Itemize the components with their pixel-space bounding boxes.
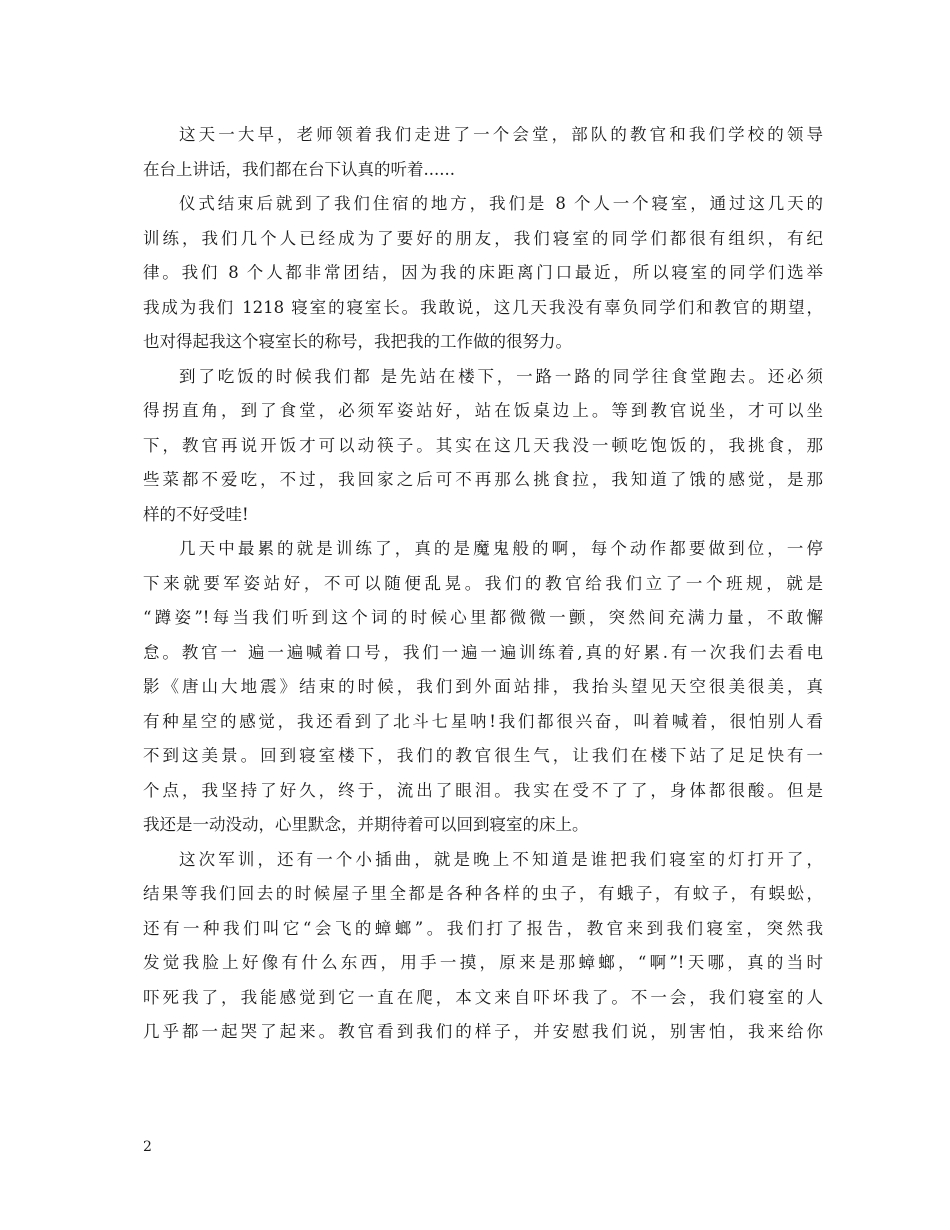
text-line: 怠。教官一 遍一遍喊着口号，我们一遍一遍训练着,真的好累.有一次我们去看电 [143,642,823,662]
text-line: 些菜都不爱吃，不过，我回家之后可不再那么挑食拉，我知道了饿的感觉，是那 [143,470,823,489]
page-number: 2 [143,1139,152,1155]
text-line: 几天中最累的就是训练了，真的是魔鬼般的啊，每个动作都要做到位，一停 [179,539,823,558]
text-line: 这天一大早，老师领着我们走进了一个会堂，部队的教官和我们学校的领导 [179,125,823,144]
text-line: 律。我们 8 个人都非常团结，因为我的床距离门口最近，所以寝室的同学们选举 [143,263,823,282]
text-line: 到了吃饭的时候我们都 是先站在楼下，一路一路的同学往食堂跑去。还必须 [179,366,823,386]
text-line: 仪式结束后就到了我们住宿的地方，我们是 8 个人一个寝室，通过这几天的 [179,194,823,213]
text-line: 吓死我了，我能感觉到它一直在爬，本文来自吓坏我了。不一会，我们寝室的人 [143,987,823,1007]
text-line: 训练，我们几个人已经成为了要好的朋友，我们寝室的同学们都很有组织，有纪 [143,228,823,248]
text-line: 下，教官再说开饭才可以动筷子。其实在这几天我没一顿吃饱饭的，我挑食，那 [143,435,823,455]
text-line: “蹲姿”!每当我们听到这个词的时候心里都微微一颤，突然间充满力量，不敢懈 [143,608,823,627]
text-line: 影《唐山大地震》结束的时候，我们到外面站排，我抬头望见天空很美很美，真 [143,677,823,696]
body-text [143,118,823,1050]
text-line: 也对得起我这个寝室长的称号，我把我的工作做的很努力。 [143,332,572,351]
text-line: 还有一种我们叫它“会飞的蟑螂”。我们打了报告，教官来到我们寝室，突然我 [143,918,823,938]
text-line: 得拐直角，到了食堂，必须军姿站好，站在饭桌边上。等到教官说坐，才可以坐 [143,401,823,420]
text-line: 样的不好受哇! [143,504,249,524]
text-line: 有种星空的感觉，我还看到了北斗七星呐!我们都很兴奋，叫着喊着，很怕别人看 [143,711,823,731]
text-line: 发觉我脸上好像有什么东西，用手一摸，原来是那蟑螂，“啊”!天哪，真的当时 [143,953,823,972]
text-line: 几乎都一起哭了起来。教官看到我们的样子，并安慰我们说，别害怕，我来给你 [143,1022,823,1041]
text-line: 在台上讲话，我们都在台下认真的听着...... [143,159,455,179]
text-line: 结果等我们回去的时候屋子里全都是各种各样的虫子，有蛾子，有蚊子，有蜈蚣， [143,884,823,903]
text-line: 不到这美景。回到寝室楼下，我们的教官很生气，让我们在楼下站了足足快有一 [143,746,823,765]
text-line: 个点，我坚持了好久，终于，流出了眼泪。我实在受不了了，身体都很酸。但是 [143,780,823,800]
text-line: 我还是一动没动，心里默念，并期待着可以回到寝室的床上。 [143,815,589,834]
text-line: 下来就要军姿站好，不可以随便乱晃。我们的教官给我们立了一个班规，就是 [143,573,823,593]
text-line: 我成为我们 1218 寝室的寝室长。我敢说，这几天我没有辜负同学们和教官的期望， [143,297,823,317]
text-line: 这次军训，还有一个小插曲，就是晚上不知道是谁把我们寝室的灯打开了， [179,849,823,869]
